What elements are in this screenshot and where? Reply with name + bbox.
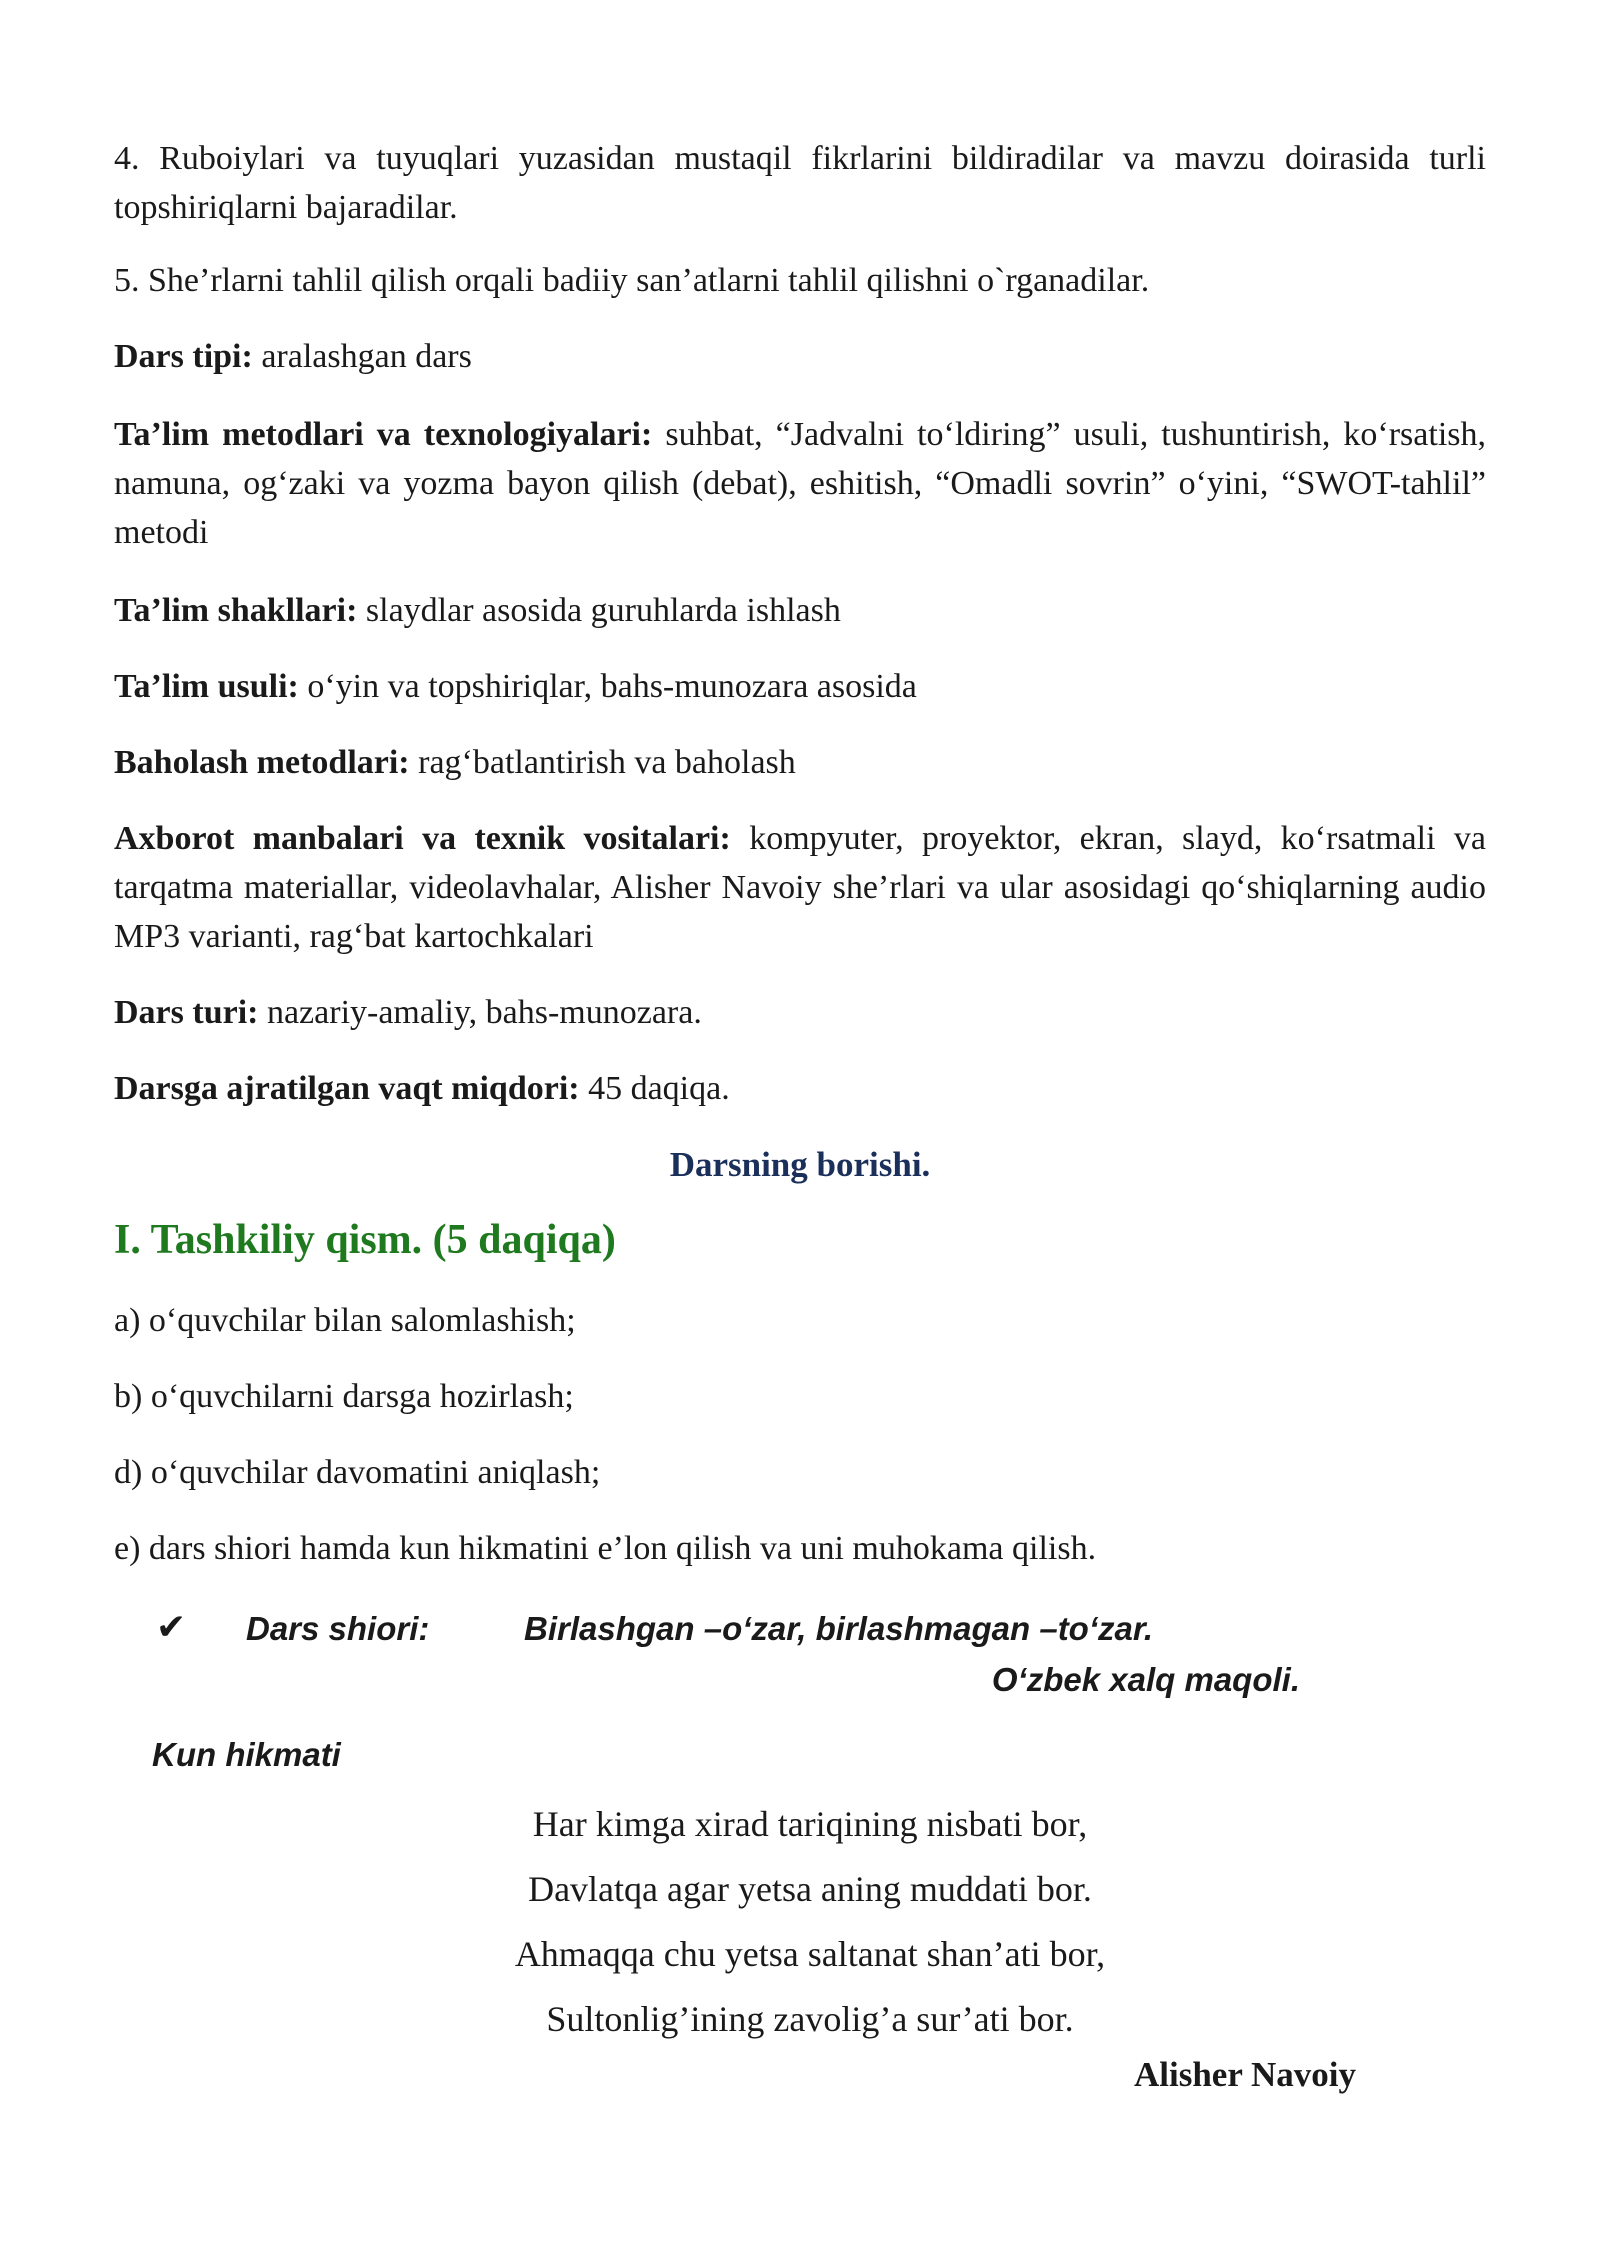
teaching-approach-label: Ta’lim usuli: — [114, 668, 299, 705]
assessment-methods-label: Baholash metodlari: — [114, 744, 410, 781]
part1-item-a: a) o‘quvchilar bilan salomlashish; — [114, 1302, 576, 1339]
teaching-approach — [114, 662, 1486, 711]
motto-text: Birlashgan –o‘zar, birlashmagan –to‘zar. — [524, 1610, 1154, 1647]
checkmark-icon: ✔ — [156, 1606, 187, 1647]
part1-item-d: d) o‘quvchilar davomatini aniqlash; — [114, 1454, 601, 1491]
part1-heading: I. Tashkiliy qism. (5 daqiqa) — [114, 1217, 616, 1263]
teaching-forms-label: Ta’lim shakllari: — [114, 592, 358, 629]
teaching-approach-value: o‘yin va topshiriqlar, bahs-munozara asosida — [298, 668, 917, 705]
lesson-motto — [154, 1604, 1354, 1654]
information-sources-label: Axborot manbalari va texnik vositalari: — [114, 820, 731, 857]
poem-line: Har kimga xirad tariqining nisbati bor, — [532, 1804, 1088, 1844]
motto-source: O‘zbek xalq maqoli. — [991, 1661, 1300, 1698]
teaching-forms-value: slaydlar asosida guruhlarda ishlash — [357, 592, 841, 629]
lesson-duration — [114, 1064, 1486, 1113]
teaching-methods-value: suhbat, “Jadvalni to‘ldiring” usuli, tushuntirish, ko‘rsatish, namuna, og‘zaki va yozma bayon qilish (debat), eshitish, “Omadli sovrin” o‘yini, “SWOT-tahlil” metodi — [114, 416, 1486, 551]
wisdom-poem — [0, 1792, 1600, 2052]
motto-label: Dars shiori: — [246, 1610, 430, 1647]
assessment-methods-value: rag‘batlantirish va baholash — [409, 744, 796, 781]
poem-line: Ahmaqqa chu yetsa saltanat shan’ati bor, — [514, 1934, 1106, 1974]
poem-line: Davlatqa agar yetsa aning muddati bor. — [528, 1869, 1092, 1909]
outcome-item-4: 4. Ruboiylari va tuyuqlari yuzasidan mustaqil fikrlarini bildiradilar va mavzu doirasida turli topshiriqlarni bajaradilar. — [114, 140, 1486, 226]
lesson-type-label: Dars tipi: — [114, 338, 253, 375]
assessment-methods — [114, 738, 1486, 787]
part1-item-b: b) o‘quvchilarni darsga hozirlash; — [114, 1378, 574, 1415]
wisdom-label: Kun hikmati — [152, 1736, 341, 1773]
teaching-forms — [114, 586, 1486, 635]
section-title: Darsning borishi. — [669, 1145, 931, 1184]
information-sources-value: kompyuter, proyektor, ekran, slayd, ko‘rsatmali va tarqatma materiallar, videolavhalar, Alisher Navoiy she’rlari va ular asosidagi qo‘shiqlarning audio MP3 varianti, rag‘bat kartochkalari — [114, 820, 1486, 955]
outcome-item-5: 5. She’rlarni tahlil qilish orqali badiiy san’atlarni tahlil qilishni o`rganadilar. — [114, 262, 1150, 299]
lesson-duration-label: Darsga ajratilgan vaqt miqdori: — [114, 1070, 580, 1107]
part1-item-e: e) dars shiori hamda kun hikmatini e’lon qilish va uni muhokama qilish. — [114, 1530, 1097, 1567]
teaching-methods-label: Ta’lim metodlari va texnologiyalari: — [114, 416, 653, 453]
lesson-duration-value: 45 daqiqa. — [579, 1070, 730, 1107]
poem-line: Sultonlig’ining zavolig’a sur’ati bor. — [546, 1999, 1074, 2039]
lesson-kind — [114, 988, 1486, 1037]
teaching-methods — [114, 410, 1486, 557]
lesson-kind-value: nazariy-amaliy, bahs-munozara. — [258, 994, 702, 1031]
poem-author: Alisher Navoiy — [1134, 2055, 1356, 2094]
lesson-type-value: aralashgan dars — [252, 338, 472, 375]
lesson-kind-label: Dars turi: — [114, 994, 259, 1031]
information-sources — [114, 814, 1486, 961]
lesson-type — [114, 332, 1486, 381]
